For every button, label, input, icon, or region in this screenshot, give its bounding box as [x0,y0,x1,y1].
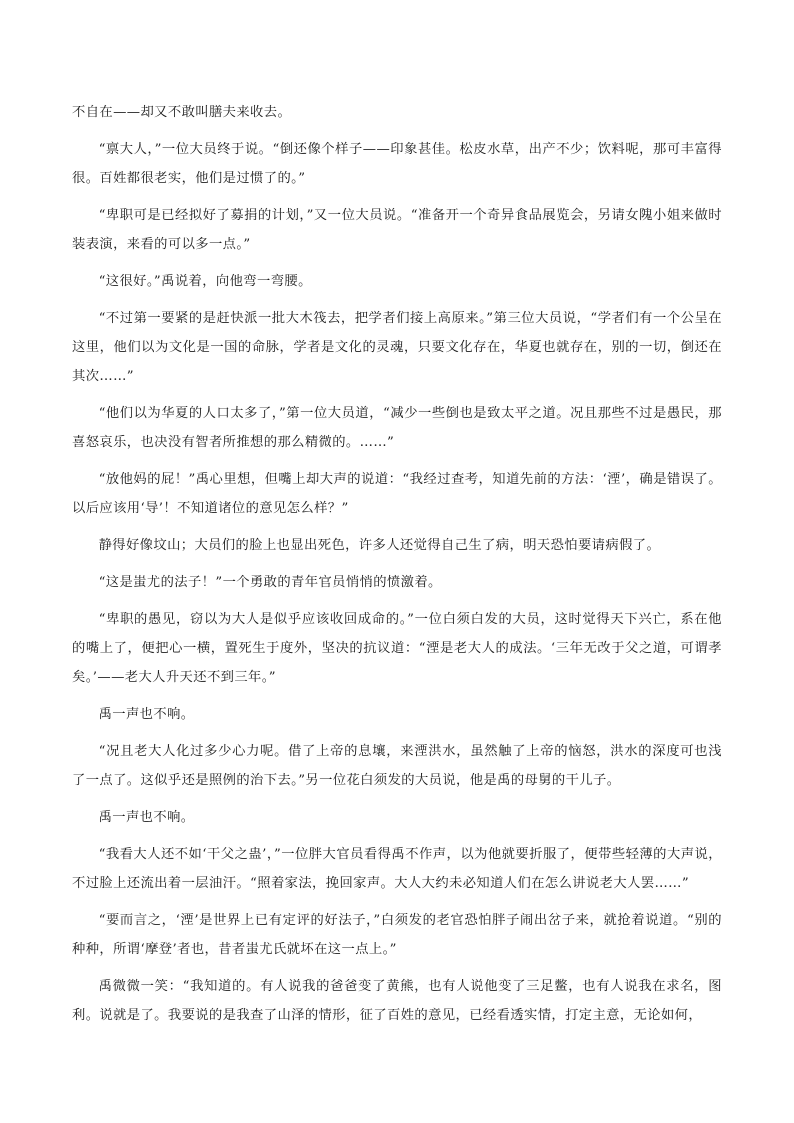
paragraph: “不过第一要紧的是赶快派一批大木筏去，把学者们接上高原来。”第三位大员说，“学者们有一个公呈在这里，他们以为文化是一国的命脉，学者是文化的灵魂，只要文化存在，华夏也就存在，别的一切，倒还在其次……” [72,311,722,384]
paragraph: “况且老大人化过多少心力呢。借了上帝的息壤，来湮洪水，虽然触了上帝的恼怒，洪水的深度可也浅了一点了。这似乎还是照例的治下去。”另一位花白须发的大员说，他是禹的母舅的干儿子。 [72,744,722,788]
story-text [72,98,722,1038]
paragraph: “禀大人，”一位大员终于说。“倒还像个样子——印象甚佳。松皮水草，出产不少；饮料呢，那可丰富得很。百姓都很老实，他们是过惯了的。” [72,142,722,186]
paragraph: “这是蚩尤的法子！”一个勇敢的青年官员悄悄的愤激着。 [98,575,442,590]
paragraph: “他们以为华夏的人口太多了，”第一位大员道，“减少一些倒也是致太平之道。况且那些不过是愚民，那喜怒哀乐，也决没有智者所推想的那么精微的。……” [72,406,722,450]
paragraph: 不自在——却又不敢叫膳夫来收去。 [72,105,292,120]
paragraph: 禹微微一笑：“我知道的。有人说我的爸爸变了黄熊，也有人说他变了三足鳖，也有人说我在求名，图利。说就是了。我要说的是我查了山泽的情形，征了百姓的意见，已经看透实情，打定主意，无论如何， [72,979,722,1023]
paragraph: “我看大人还不如‘干父之蛊’，”一位胖大官员看得禹不作声，以为他就要折服了，便带些轻薄的大声说，不过脸上还流出着一层油汗。“照着家法，挽回家声。大人大约未必知道人们在怎么讲说老大人罢……” [72,847,722,891]
paragraph: 禹一声也不响。 [98,707,195,722]
paragraph: 禹一声也不响。 [98,810,195,825]
paragraph: “卑职的愚见，窃以为大人是似乎应该收回成命的。”一位白须白发的大员，这时觉得天下兴亡，系在他的嘴上了，便把心一横，置死生于度外，坚决的抗议道：“湮是老大人的成法。‘三年无改于父之道，可谓孝矣。’——老大人升天还不到三年。” [72,612,722,685]
paragraph: “要而言之，‘湮’是世界上已有定评的好法子，”白须发的老官恐怕胖子闹出岔子来，就抢着说道。“别的种种，所谓‘摩登’者也，昔者蚩尤氏就坏在这一点上。” [72,913,722,957]
paragraph: “卑职可是已经拟好了募捐的计划，”又一位大员说。“准备开一个奇异食品展览会，另请女隗小姐来做时装表演，来看的可以多一点。” [72,208,722,252]
paragraph: “放他妈的屁！”禹心里想，但嘴上却大声的说道：“我经过查考，知道先前的方法：‘湮’，确是错误了。以后应该用‘导’！不知道诸位的意见怎么样？” [72,472,722,516]
paragraph: 静得好像坟山；大员们的脸上也显出死色，许多人还觉得自己生了病，明天恐怕要请病假了。 [98,538,661,553]
paragraph: “这很好。”禹说着，向他弯一弯腰。 [98,274,312,289]
